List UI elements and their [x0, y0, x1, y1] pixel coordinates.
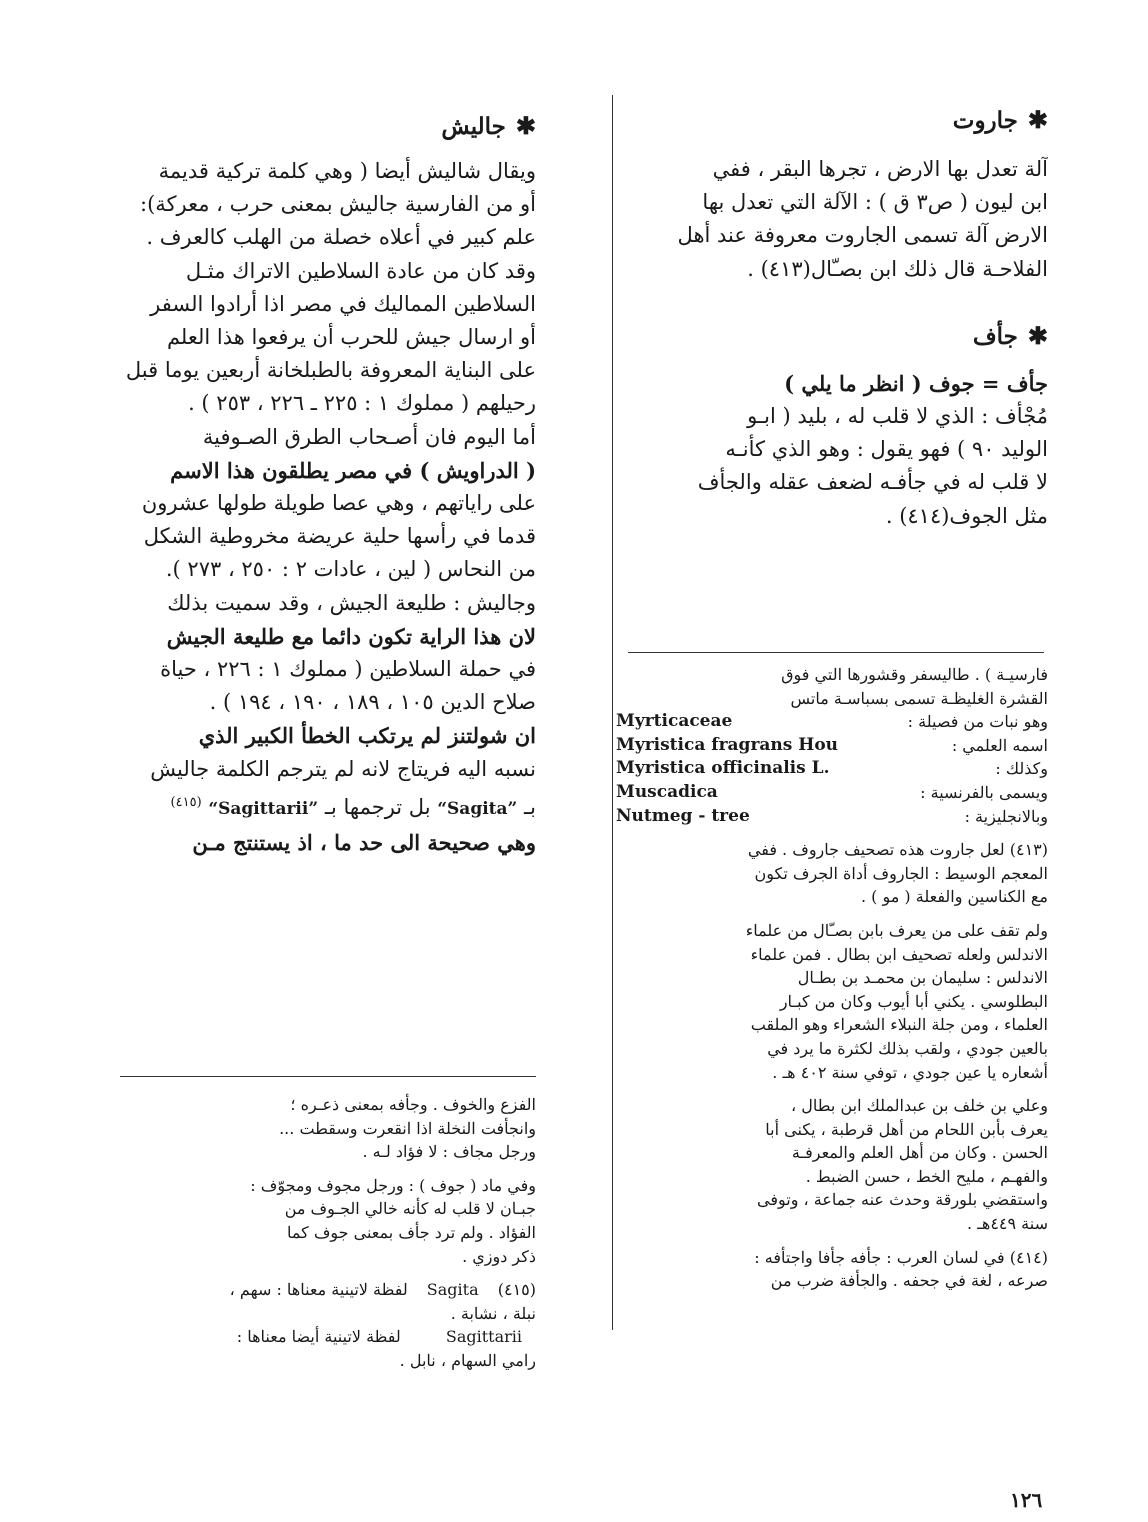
- right-footnotes: [616, 663, 1048, 1303]
- body-line: نسبه اليه فريتاج لانه لم يترجم الكلمة جاليش: [150, 756, 536, 781]
- footnote-line: (٤١٤) في لسان العرب : جأفه جأفا واجتأفه :: [754, 1247, 1048, 1267]
- footnote-line: سنة ٤٤٩هـ .: [967, 1214, 1048, 1234]
- footnote-rule-left: [120, 1076, 536, 1077]
- footnote-line: الاندلس ولعله تصحيف ابن بطال . فمن علماء: [750, 944, 1048, 964]
- entry-heading-jarut: ✱جاروت: [952, 105, 1048, 134]
- body-line: على البناية المعروفة بالطبلخانة أربعين يوما قبل: [125, 358, 536, 383]
- body-line: ( الدراويش ) في مصر يطلقون هذا الاسم: [170, 457, 536, 483]
- body-line: وجاليش : طليعة الجيش ، وقد سميت بذلك: [167, 590, 536, 615]
- footnote-continuation: [616, 663, 1048, 710]
- footnote-line: أشعاره يا عين جودي ، توفي سنة ٤٠٢ هـ .: [772, 1062, 1048, 1082]
- body-line: على راياتهم ، وهي عصا طويلة طولها عشرون: [141, 491, 536, 516]
- left-footnotes: [106, 1093, 536, 1383]
- plant-row: اسمه العلمي : Myristica fragrans Hou: [616, 734, 1048, 755]
- asterisk-icon: ✱: [515, 111, 536, 140]
- left-column: [106, 110, 536, 859]
- entry-body-jalish: [106, 155, 536, 859]
- body-line: الوليد ٩٠ ) فهو يقول : وهو الذي كأنـه: [725, 437, 1048, 462]
- footnote-line: وفي ماد ( جوف ) : ورجل مجوف ومجوّف :: [250, 1175, 536, 1195]
- footnote-line: الحسن . وكان من أهل العلم والمعرفـة: [791, 1143, 1048, 1163]
- body-line: علم كبير في أعلاه خصلة من الهلب كالعرف .: [146, 225, 536, 250]
- footnote-414: [616, 1246, 1048, 1293]
- footnote-line: واستقضي بلورقة وحدث عنه جماعة ، وتوفى: [757, 1190, 1048, 1210]
- body-line: لان هذا الراية تكون دائما مع طليعة الجيش: [166, 623, 536, 649]
- footnote-line: (٤١٣) لعل جاروت هذه تصحيف جاروف . ففي: [747, 840, 1048, 860]
- body-line: مثل الجوف(٤١٤) .: [885, 503, 1048, 528]
- entry-body-jaaf: [616, 367, 1048, 533]
- footnote-line: المعجم الوسيط : الجاروف أداة الجرف تكون: [754, 863, 1048, 883]
- footnote-line: وعلي بن خلف بن عبدالملك ابن بطال ،: [791, 1096, 1048, 1116]
- sagita-line: بـ “Sagita” بل ترجمها بـ “Sagittarii” $^{(٤١٥)}$: [170, 794, 536, 819]
- footnote-413: [616, 838, 1048, 909]
- footnote-line: Sagittarii لفظة لاتينية أيضا معناها :: [236, 1327, 522, 1347]
- body-line: جأف = جوف ( انظر ما يلي ): [784, 370, 1048, 396]
- footnote-line: نبلة ، نشابة .: [450, 1303, 536, 1323]
- footnote-rule-right: [628, 652, 1044, 653]
- plant-row: وبالانجليزية : Nutmeg - tree: [616, 805, 1048, 826]
- footnote-line: ولم تقف على من يعرف بابن بصـّال من علماء: [745, 920, 1048, 940]
- footnote-continuation-left-2: [106, 1174, 536, 1268]
- body-line: ابن ليون ( ص٣ ق ) : الآلة التي تعدل بها: [702, 190, 1048, 215]
- footnote-line: ذكر دوزي .: [462, 1246, 536, 1266]
- body-line: أما اليوم فان أصـحاب الطرق الصـوفية: [202, 424, 536, 449]
- footnote-line: صرعه ، لغة في جحفه . والجأفة ضرب من: [770, 1271, 1048, 1291]
- body-line: ويقال شاليش أيضا ( وهي كلمة تركية قديمة: [158, 159, 536, 183]
- footnote-line: ورجل مجاف : لا فؤاد لـه .: [362, 1142, 536, 1162]
- body-line: لا قلب له في جأفـه لضعف عقله والجأف: [697, 470, 1048, 495]
- footnote-415: [106, 1278, 536, 1372]
- plant-names-table: [616, 710, 1048, 828]
- body-line: أو من الفارسية جاليش بمعنى حرب ، معركة):: [140, 192, 536, 217]
- body-line: الارض آلة تسمى الجاروت معروفة عند أهل: [677, 223, 1048, 248]
- entry-body-jarut: [616, 153, 1048, 286]
- footnote-line: الفؤاد . ولم ترد جأف بمعنى جوف كما: [286, 1222, 536, 1242]
- footnote-line: القشرة الغليظـة تسمى بسباسـة ماتس: [790, 688, 1048, 708]
- body-line: الفلاحـة قال ذلك ابن بصـّال(٤١٣) .: [747, 256, 1048, 281]
- footnote-line: (٤١٥) Sagita لفظة لاتينية معناها : سهم ،: [229, 1280, 536, 1300]
- footnote-continuation-left: [106, 1093, 536, 1164]
- body-line: ان شولتنز لم يرتكب الخطأ الكبير الذي: [198, 723, 536, 749]
- entry-heading-jaaf: ✱جأف: [972, 320, 1048, 350]
- body-line: أو ارسال جيش للحرب أن يرفعوا هذا العلم: [166, 325, 536, 350]
- body-line: مُجْأَف : الذي لا قلب له ، بليد ( ابـو: [747, 404, 1048, 429]
- footnote-line: مع الكناسين والفعلة ( مو ) .: [860, 887, 1048, 907]
- body-line: وقد كان من عادة السلاطين الاتراك مثـل: [185, 258, 536, 283]
- asterisk-icon: ✱: [1027, 105, 1048, 134]
- right-column: [616, 104, 1048, 533]
- plant-row: ويسمى بالفرنسية : Muscadica: [616, 781, 1048, 802]
- body-line: آلة تعدل بها الارض ، تجرها البقر ، ففي: [712, 157, 1048, 181]
- footnote-line: البطلوسي . يكني أبا أيوب وكان من كبـار: [779, 991, 1048, 1011]
- body-line: السلاطين المماليك في مصر اذا أرادوا السفر: [150, 291, 536, 316]
- footnote-line: العلماء ، ومن جلة النبلاء الشعراء وهو الملقب: [750, 1015, 1048, 1035]
- body-line: من النحاس ( لين ، عادات ٢ : ٢٥٠ ، ٢٧٣ ).: [165, 557, 536, 582]
- plant-row: وكذلك : Myristica officinalis L.: [616, 758, 1048, 779]
- footnote-413-continued: [616, 919, 1048, 1084]
- footnote-line: جبـان لا قلب له كأنه خالي الجـوف من: [284, 1199, 536, 1219]
- footnote-line: الاندلس : سليمان بن محمـد بن بطـال: [797, 968, 1048, 988]
- body-line: في حملة السلاطين ( مملوك ١ : ٢٢٦ ، حياة: [160, 657, 536, 682]
- page-number: ١٢٦: [1010, 1488, 1043, 1512]
- footnote-line: والفهـم ، مليح الخط ، حسن الضبط .: [805, 1166, 1048, 1186]
- body-line: صلاح الدين ١٠٥ ، ١٨٩ ، ١٩٠ ، ١٩٤ ) .: [209, 690, 536, 715]
- body-line: وهي صحيحة الى حد ما ، اذ يستنتج مـن: [192, 830, 536, 856]
- footnote-line: رامي السهام ، نابل .: [399, 1350, 536, 1370]
- body-line: قدما في رأسها حلية عريضة مخروطية الشكل: [143, 524, 536, 549]
- entry-heading-jalish: ✱جاليش: [441, 111, 536, 140]
- asterisk-icon: ✱: [1027, 320, 1048, 350]
- footnote-line: بالعين جودي ، ولقب بذلك لكثرة ما يرد في: [767, 1038, 1048, 1058]
- column-divider: [612, 95, 613, 1330]
- footnote-413-continued-2: [616, 1094, 1048, 1236]
- footnote-line: فارسيـة ) . طاليسفر وقشورها التي فوق: [781, 665, 1048, 684]
- plant-row: وهو نبات من فصيلة : Myrticaceae: [616, 711, 1048, 732]
- body-line: رحيلهم ( مملوك ١ : ٢٢٥ ـ ٢٢٦ ، ٢٥٣ ) .: [188, 391, 536, 416]
- footnote-line: وانجأفت النخلة اذا انقعرت وسقطت ...: [279, 1118, 536, 1138]
- footnote-line: يعرف بأبن اللحام من أهل قرطبة ، يكنى أبا: [765, 1119, 1048, 1139]
- footnote-line: الفزع والخوف . وجأفه بمعنى ذعـره ؛: [290, 1095, 536, 1114]
